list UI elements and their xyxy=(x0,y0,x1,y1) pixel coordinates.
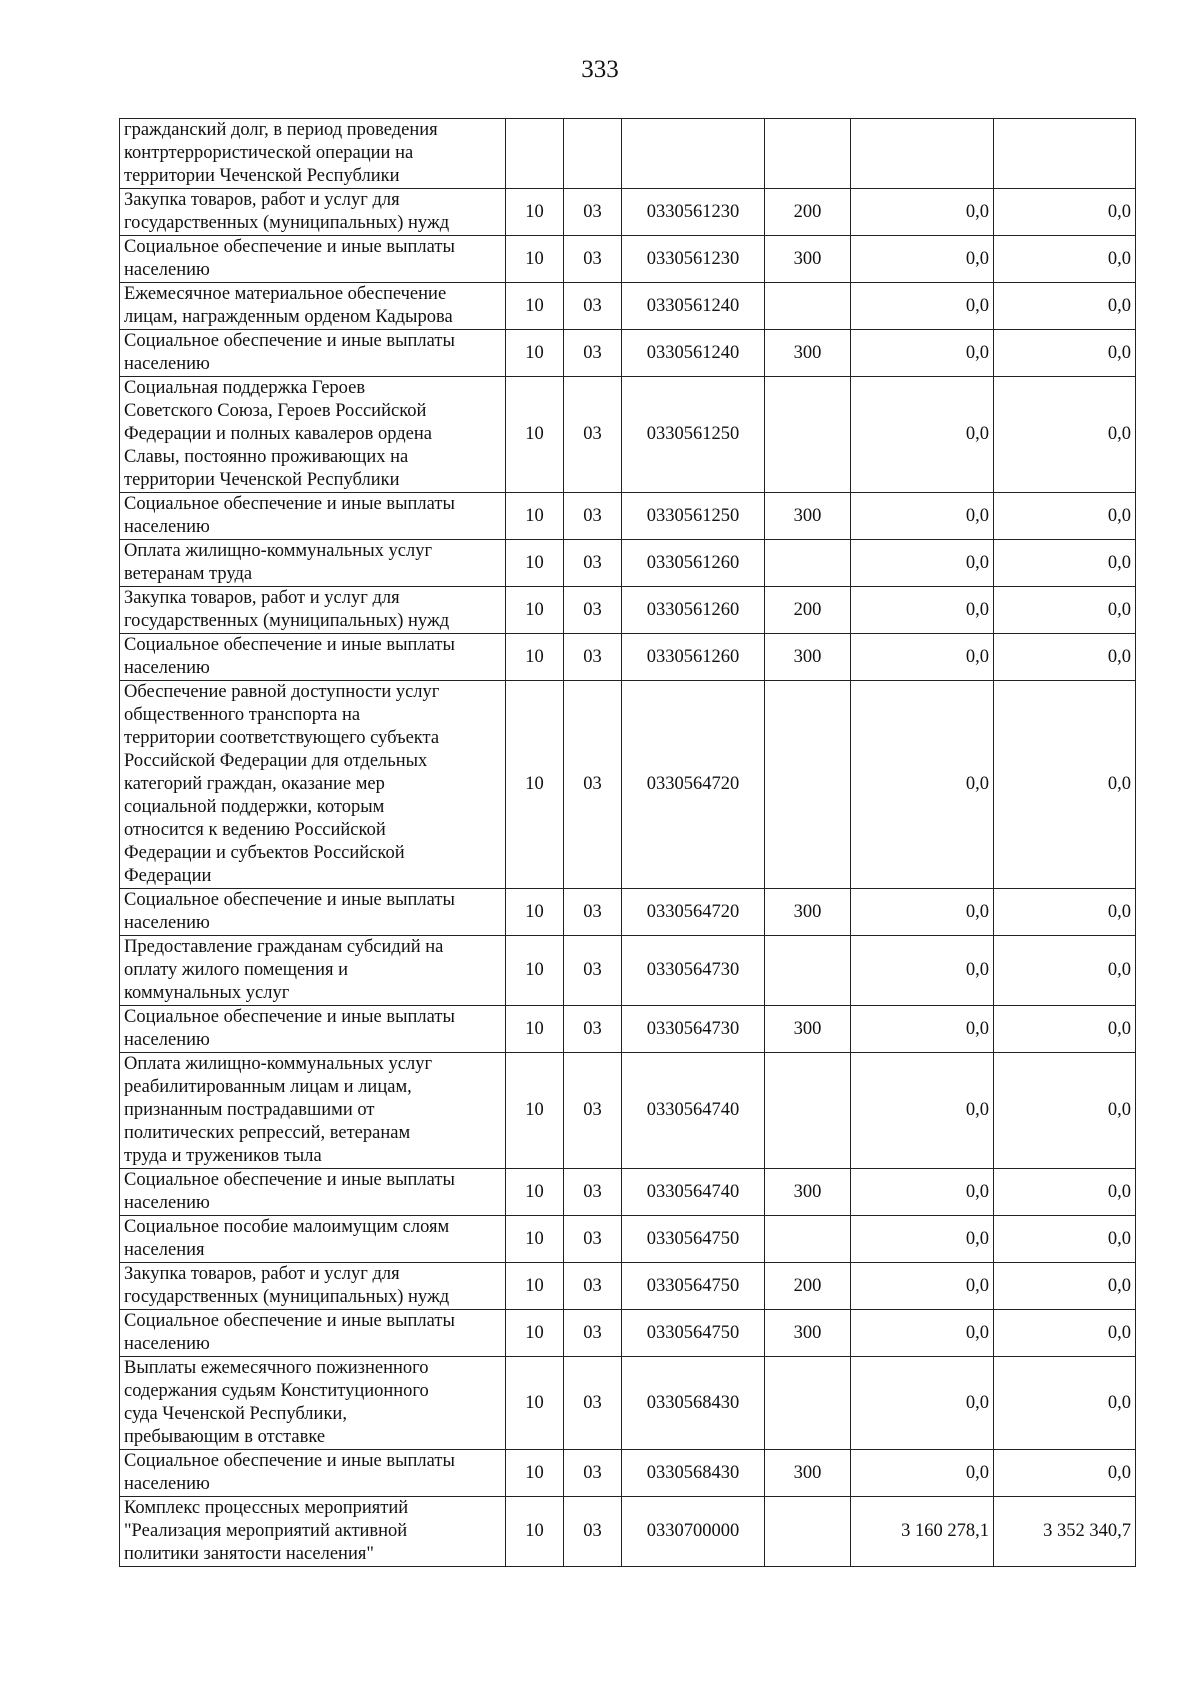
item-name-line: Социальное обеспечение и иные выплаты xyxy=(124,1007,455,1027)
table-row xyxy=(120,1006,1136,1053)
item-name-line: Славы, постоянно проживающих на xyxy=(124,447,409,467)
item-name-line: Советского Союза, Героев Российской xyxy=(124,401,427,421)
amount-year-2-cell: 0,0 xyxy=(994,377,1136,493)
target-article-cell: 0330568430 xyxy=(622,1357,765,1450)
target-article-cell: 0330561250 xyxy=(622,493,765,540)
amount-year-2-cell: 0,0 xyxy=(994,493,1136,540)
item-name-cell xyxy=(120,189,506,236)
expense-type-cell xyxy=(765,119,851,189)
item-name-line: населению xyxy=(124,517,210,537)
subsection-code-cell: 03 xyxy=(564,540,622,587)
item-name-line: Федерации и субъектов Российской xyxy=(124,843,405,863)
expense-type-cell: 200 xyxy=(765,587,851,634)
table-row xyxy=(120,189,1136,236)
target-article-cell: 0330564750 xyxy=(622,1216,765,1263)
table-row xyxy=(120,119,1136,189)
item-name-line: Ежемесячное материальное обеспечение xyxy=(124,284,447,304)
expense-type-cell xyxy=(765,1497,851,1567)
item-name-cell xyxy=(120,493,506,540)
item-name-line: Выплаты ежемесячного пожизненного xyxy=(124,1358,429,1378)
item-name-line: Социальное обеспечение и иные выплаты xyxy=(124,890,455,910)
item-name-cell xyxy=(120,283,506,330)
section-code-cell: 10 xyxy=(506,493,564,540)
item-name-line: населению xyxy=(124,260,210,280)
section-code-cell: 10 xyxy=(506,1497,564,1567)
item-name-line: ветеранам труда xyxy=(124,564,253,584)
item-name-line: населению xyxy=(124,913,210,933)
subsection-code-cell: 03 xyxy=(564,1263,622,1310)
amount-year-2-cell: 0,0 xyxy=(994,1053,1136,1169)
item-name-line: категорий граждан, оказание мер xyxy=(124,774,385,794)
subsection-code-cell: 03 xyxy=(564,377,622,493)
item-name-cell xyxy=(120,1357,506,1450)
item-name-cell xyxy=(120,936,506,1006)
amount-year-2-cell: 0,0 xyxy=(994,1263,1136,1310)
expense-type-cell: 300 xyxy=(765,493,851,540)
table-body xyxy=(120,119,1136,1567)
item-name-cell xyxy=(120,681,506,889)
target-article-cell: 0330564750 xyxy=(622,1263,765,1310)
item-name-line: Социальное обеспечение и иные выплаты xyxy=(124,237,455,257)
item-name-cell xyxy=(120,889,506,936)
item-name-cell xyxy=(120,1053,506,1169)
item-name-line: населению xyxy=(124,354,210,374)
item-name-cell xyxy=(120,1310,506,1357)
item-name-cell xyxy=(120,1216,506,1263)
table-row xyxy=(120,587,1136,634)
section-code-cell: 10 xyxy=(506,1169,564,1216)
item-name-line: оплату жилого помещения и xyxy=(124,960,349,980)
expense-type-cell: 300 xyxy=(765,330,851,377)
item-name-line: Обеспечение равной доступности услуг xyxy=(124,682,440,702)
item-name-line: суда Чеченской Республики, xyxy=(124,1404,347,1424)
target-article-cell: 0330564750 xyxy=(622,1310,765,1357)
target-article-cell: 0330561230 xyxy=(622,189,765,236)
table-row xyxy=(120,1169,1136,1216)
amount-year-2-cell: 0,0 xyxy=(994,681,1136,889)
table-row xyxy=(120,889,1136,936)
amount-year-1-cell: 0,0 xyxy=(851,1216,994,1263)
section-code-cell: 10 xyxy=(506,634,564,681)
target-article-cell: 0330561260 xyxy=(622,634,765,681)
section-code-cell: 10 xyxy=(506,1357,564,1450)
amount-year-2-cell: 0,0 xyxy=(994,1006,1136,1053)
expense-type-cell: 300 xyxy=(765,1310,851,1357)
amount-year-1-cell: 0,0 xyxy=(851,493,994,540)
amount-year-1-cell: 3 160 278,1 xyxy=(851,1497,994,1567)
item-name-line: "Реализация мероприятий активной xyxy=(124,1521,408,1541)
amount-year-1-cell: 0,0 xyxy=(851,377,994,493)
item-name-line: Социальное обеспечение и иные выплаты xyxy=(124,1170,455,1190)
item-name-line: государственных (муниципальных) нужд xyxy=(124,1287,450,1307)
amount-year-2-cell: 0,0 xyxy=(994,236,1136,283)
section-code-cell: 10 xyxy=(506,1450,564,1497)
table-row xyxy=(120,1497,1136,1567)
item-name-line: населения xyxy=(124,1240,205,1260)
amount-year-1-cell: 0,0 xyxy=(851,1357,994,1450)
item-name-line: общественного транспорта на xyxy=(124,705,361,725)
subsection-code-cell: 03 xyxy=(564,1310,622,1357)
table-row xyxy=(120,1263,1136,1310)
table-row xyxy=(120,236,1136,283)
expense-type-cell xyxy=(765,681,851,889)
subsection-code-cell: 03 xyxy=(564,1450,622,1497)
target-article-cell: 0330564740 xyxy=(622,1053,765,1169)
expense-type-cell: 300 xyxy=(765,1006,851,1053)
subsection-code-cell: 03 xyxy=(564,587,622,634)
target-article-cell: 0330700000 xyxy=(622,1497,765,1567)
section-code-cell: 10 xyxy=(506,1053,564,1169)
section-code-cell: 10 xyxy=(506,189,564,236)
item-name-line: Закупка товаров, работ и услуг для xyxy=(124,190,400,210)
item-name-line: реабилитированным лицам и лицам, xyxy=(124,1077,412,1097)
item-name-line: Федерации и полных кавалеров ордена xyxy=(124,424,432,444)
target-article-cell: 0330561240 xyxy=(622,330,765,377)
item-name-line: признанным пострадавшими от xyxy=(124,1100,375,1120)
amount-year-1-cell: 0,0 xyxy=(851,1006,994,1053)
item-name-cell xyxy=(120,1006,506,1053)
subsection-code-cell: 03 xyxy=(564,634,622,681)
subsection-code-cell: 03 xyxy=(564,889,622,936)
amount-year-1-cell: 0,0 xyxy=(851,1169,994,1216)
item-name-cell xyxy=(120,330,506,377)
section-code-cell: 10 xyxy=(506,1263,564,1310)
item-name-line: Социальная поддержка Героев xyxy=(124,378,366,398)
item-name-cell xyxy=(120,587,506,634)
subsection-code-cell: 03 xyxy=(564,681,622,889)
table-row xyxy=(120,1216,1136,1263)
item-name-line: содержания судьям Конституционного xyxy=(124,1381,429,1401)
subsection-code-cell: 03 xyxy=(564,936,622,1006)
section-code-cell: 10 xyxy=(506,936,564,1006)
target-article-cell: 0330561230 xyxy=(622,236,765,283)
item-name-line: коммунальных услуг xyxy=(124,983,290,1003)
amount-year-2-cell: 0,0 xyxy=(994,540,1136,587)
amount-year-2-cell xyxy=(994,119,1136,189)
amount-year-2-cell: 0,0 xyxy=(994,1216,1136,1263)
item-name-line: населению xyxy=(124,1334,210,1354)
item-name-line: Предоставление гражданам субсидий на xyxy=(124,937,444,957)
item-name-line: пребывающим в отставке xyxy=(124,1427,326,1447)
table-row xyxy=(120,377,1136,493)
section-code-cell xyxy=(506,119,564,189)
amount-year-1-cell: 0,0 xyxy=(851,1310,994,1357)
amount-year-1-cell xyxy=(851,119,994,189)
amount-year-1-cell: 0,0 xyxy=(851,1053,994,1169)
amount-year-2-cell: 0,0 xyxy=(994,1169,1136,1216)
table-row xyxy=(120,493,1136,540)
subsection-code-cell: 03 xyxy=(564,1053,622,1169)
amount-year-1-cell: 0,0 xyxy=(851,330,994,377)
section-code-cell: 10 xyxy=(506,889,564,936)
subsection-code-cell: 03 xyxy=(564,1169,622,1216)
amount-year-2-cell: 0,0 xyxy=(994,587,1136,634)
item-name-line: социальной поддержки, которым xyxy=(124,797,385,817)
item-name-cell xyxy=(120,236,506,283)
item-name-line: Социальное обеспечение и иные выплаты xyxy=(124,1311,455,1331)
section-code-cell: 10 xyxy=(506,540,564,587)
budget-table xyxy=(119,118,1136,1567)
item-name-line: труда и тружеников тыла xyxy=(124,1146,322,1166)
item-name-line: Социальное обеспечение и иные выплаты xyxy=(124,1451,455,1471)
item-name-line: Социальное пособие малоимущим слоям xyxy=(124,1217,450,1237)
table-row xyxy=(120,1450,1136,1497)
amount-year-1-cell: 0,0 xyxy=(851,283,994,330)
table-row xyxy=(120,1310,1136,1357)
item-name-line: территории соответствующего субъекта xyxy=(124,728,440,748)
item-name-line: политических репрессий, ветеранам xyxy=(124,1123,411,1143)
item-name-line: государственных (муниципальных) нужд xyxy=(124,213,450,233)
section-code-cell: 10 xyxy=(506,1216,564,1263)
subsection-code-cell: 03 xyxy=(564,1357,622,1450)
subsection-code-cell: 03 xyxy=(564,493,622,540)
item-name-line: Закупка товаров, работ и услуг для xyxy=(124,588,400,608)
target-article-cell: 0330561240 xyxy=(622,283,765,330)
target-article-cell: 0330564720 xyxy=(622,889,765,936)
amount-year-2-cell: 0,0 xyxy=(994,1450,1136,1497)
item-name-line: гражданский долг, в период проведения xyxy=(124,120,438,140)
section-code-cell: 10 xyxy=(506,681,564,889)
amount-year-2-cell: 0,0 xyxy=(994,1310,1136,1357)
target-article-cell: 0330564720 xyxy=(622,681,765,889)
amount-year-1-cell: 0,0 xyxy=(851,1450,994,1497)
expense-type-cell: 300 xyxy=(765,634,851,681)
amount-year-1-cell: 0,0 xyxy=(851,889,994,936)
item-name-cell xyxy=(120,634,506,681)
table-row xyxy=(120,1053,1136,1169)
target-article-cell: 0330564740 xyxy=(622,1169,765,1216)
expense-type-cell xyxy=(765,1053,851,1169)
item-name-line: Социальное обеспечение и иные выплаты xyxy=(124,635,455,655)
subsection-code-cell xyxy=(564,119,622,189)
amount-year-2-cell: 0,0 xyxy=(994,936,1136,1006)
item-name-cell xyxy=(120,1497,506,1567)
table-row xyxy=(120,936,1136,1006)
subsection-code-cell: 03 xyxy=(564,1216,622,1263)
item-name-line: населению xyxy=(124,1474,210,1494)
amount-year-1-cell: 0,0 xyxy=(851,936,994,1006)
amount-year-1-cell: 0,0 xyxy=(851,540,994,587)
amount-year-2-cell: 0,0 xyxy=(994,634,1136,681)
target-article-cell: 0330564730 xyxy=(622,1006,765,1053)
amount-year-1-cell: 0,0 xyxy=(851,189,994,236)
target-article-cell xyxy=(622,119,765,189)
amount-year-2-cell: 0,0 xyxy=(994,889,1136,936)
expense-type-cell: 200 xyxy=(765,189,851,236)
expense-type-cell: 300 xyxy=(765,1450,851,1497)
amount-year-1-cell: 0,0 xyxy=(851,587,994,634)
subsection-code-cell: 03 xyxy=(564,330,622,377)
item-name-line: территории Чеченской Республики xyxy=(124,470,400,490)
item-name-line: Оплата жилищно-коммунальных услуг xyxy=(124,1054,433,1074)
table-row xyxy=(120,681,1136,889)
amount-year-1-cell: 0,0 xyxy=(851,1263,994,1310)
item-name-line: Федерации xyxy=(124,866,212,886)
expense-type-cell xyxy=(765,1216,851,1263)
subsection-code-cell: 03 xyxy=(564,236,622,283)
amount-year-1-cell: 0,0 xyxy=(851,681,994,889)
target-article-cell: 0330564730 xyxy=(622,936,765,1006)
table-row xyxy=(120,634,1136,681)
target-article-cell: 0330568430 xyxy=(622,1450,765,1497)
item-name-cell xyxy=(120,540,506,587)
item-name-cell xyxy=(120,377,506,493)
item-name-line: политики занятости населения" xyxy=(124,1544,374,1564)
section-code-cell: 10 xyxy=(506,236,564,283)
item-name-line: государственных (муниципальных) нужд xyxy=(124,611,450,631)
expense-type-cell: 200 xyxy=(765,1263,851,1310)
amount-year-2-cell: 0,0 xyxy=(994,283,1136,330)
item-name-cell xyxy=(120,119,506,189)
subsection-code-cell: 03 xyxy=(564,1006,622,1053)
item-name-line: населению xyxy=(124,658,210,678)
item-name-line: территории Чеченской Республики xyxy=(124,166,400,186)
table-row xyxy=(120,330,1136,377)
item-name-line: контртеррористической операции на xyxy=(124,143,414,163)
expense-type-cell: 300 xyxy=(765,889,851,936)
table-row xyxy=(120,540,1136,587)
section-code-cell: 10 xyxy=(506,377,564,493)
amount-year-1-cell: 0,0 xyxy=(851,634,994,681)
expense-type-cell: 300 xyxy=(765,1169,851,1216)
subsection-code-cell: 03 xyxy=(564,283,622,330)
section-code-cell: 10 xyxy=(506,587,564,634)
item-name-cell xyxy=(120,1450,506,1497)
expense-type-cell xyxy=(765,1357,851,1450)
table-row xyxy=(120,283,1136,330)
item-name-line: Социальное обеспечение и иные выплаты xyxy=(124,331,455,351)
section-code-cell: 10 xyxy=(506,1006,564,1053)
item-name-line: относится к ведению Российской xyxy=(124,820,386,840)
amount-year-2-cell: 0,0 xyxy=(994,330,1136,377)
item-name-cell xyxy=(120,1263,506,1310)
item-name-line: населению xyxy=(124,1193,210,1213)
subsection-code-cell: 03 xyxy=(564,1497,622,1567)
amount-year-2-cell: 3 352 340,7 xyxy=(994,1497,1136,1567)
item-name-line: Оплата жилищно-коммунальных услуг xyxy=(124,541,433,561)
expense-type-cell: 300 xyxy=(765,236,851,283)
expense-type-cell xyxy=(765,283,851,330)
target-article-cell: 0330561260 xyxy=(622,540,765,587)
expense-type-cell xyxy=(765,936,851,1006)
item-name-line: населению xyxy=(124,1030,210,1050)
expense-type-cell xyxy=(765,540,851,587)
amount-year-2-cell: 0,0 xyxy=(994,1357,1136,1450)
section-code-cell: 10 xyxy=(506,1310,564,1357)
section-code-cell: 10 xyxy=(506,330,564,377)
item-name-line: лицам, награжденным орденом Кадырова xyxy=(124,307,453,327)
amount-year-2-cell: 0,0 xyxy=(994,189,1136,236)
amount-year-1-cell: 0,0 xyxy=(851,236,994,283)
item-name-line: Российской Федерации для отдельных xyxy=(124,751,428,771)
table-row xyxy=(120,1357,1136,1450)
target-article-cell: 0330561250 xyxy=(622,377,765,493)
expense-type-cell xyxy=(765,377,851,493)
item-name-line: Закупка товаров, работ и услуг для xyxy=(124,1264,400,1284)
page-number: 333 xyxy=(581,56,619,83)
section-code-cell: 10 xyxy=(506,283,564,330)
item-name-cell xyxy=(120,1169,506,1216)
item-name-line: Комплекс процессных мероприятий xyxy=(124,1498,409,1518)
subsection-code-cell: 03 xyxy=(564,189,622,236)
item-name-line: Социальное обеспечение и иные выплаты xyxy=(124,494,455,514)
target-article-cell: 0330561260 xyxy=(622,587,765,634)
